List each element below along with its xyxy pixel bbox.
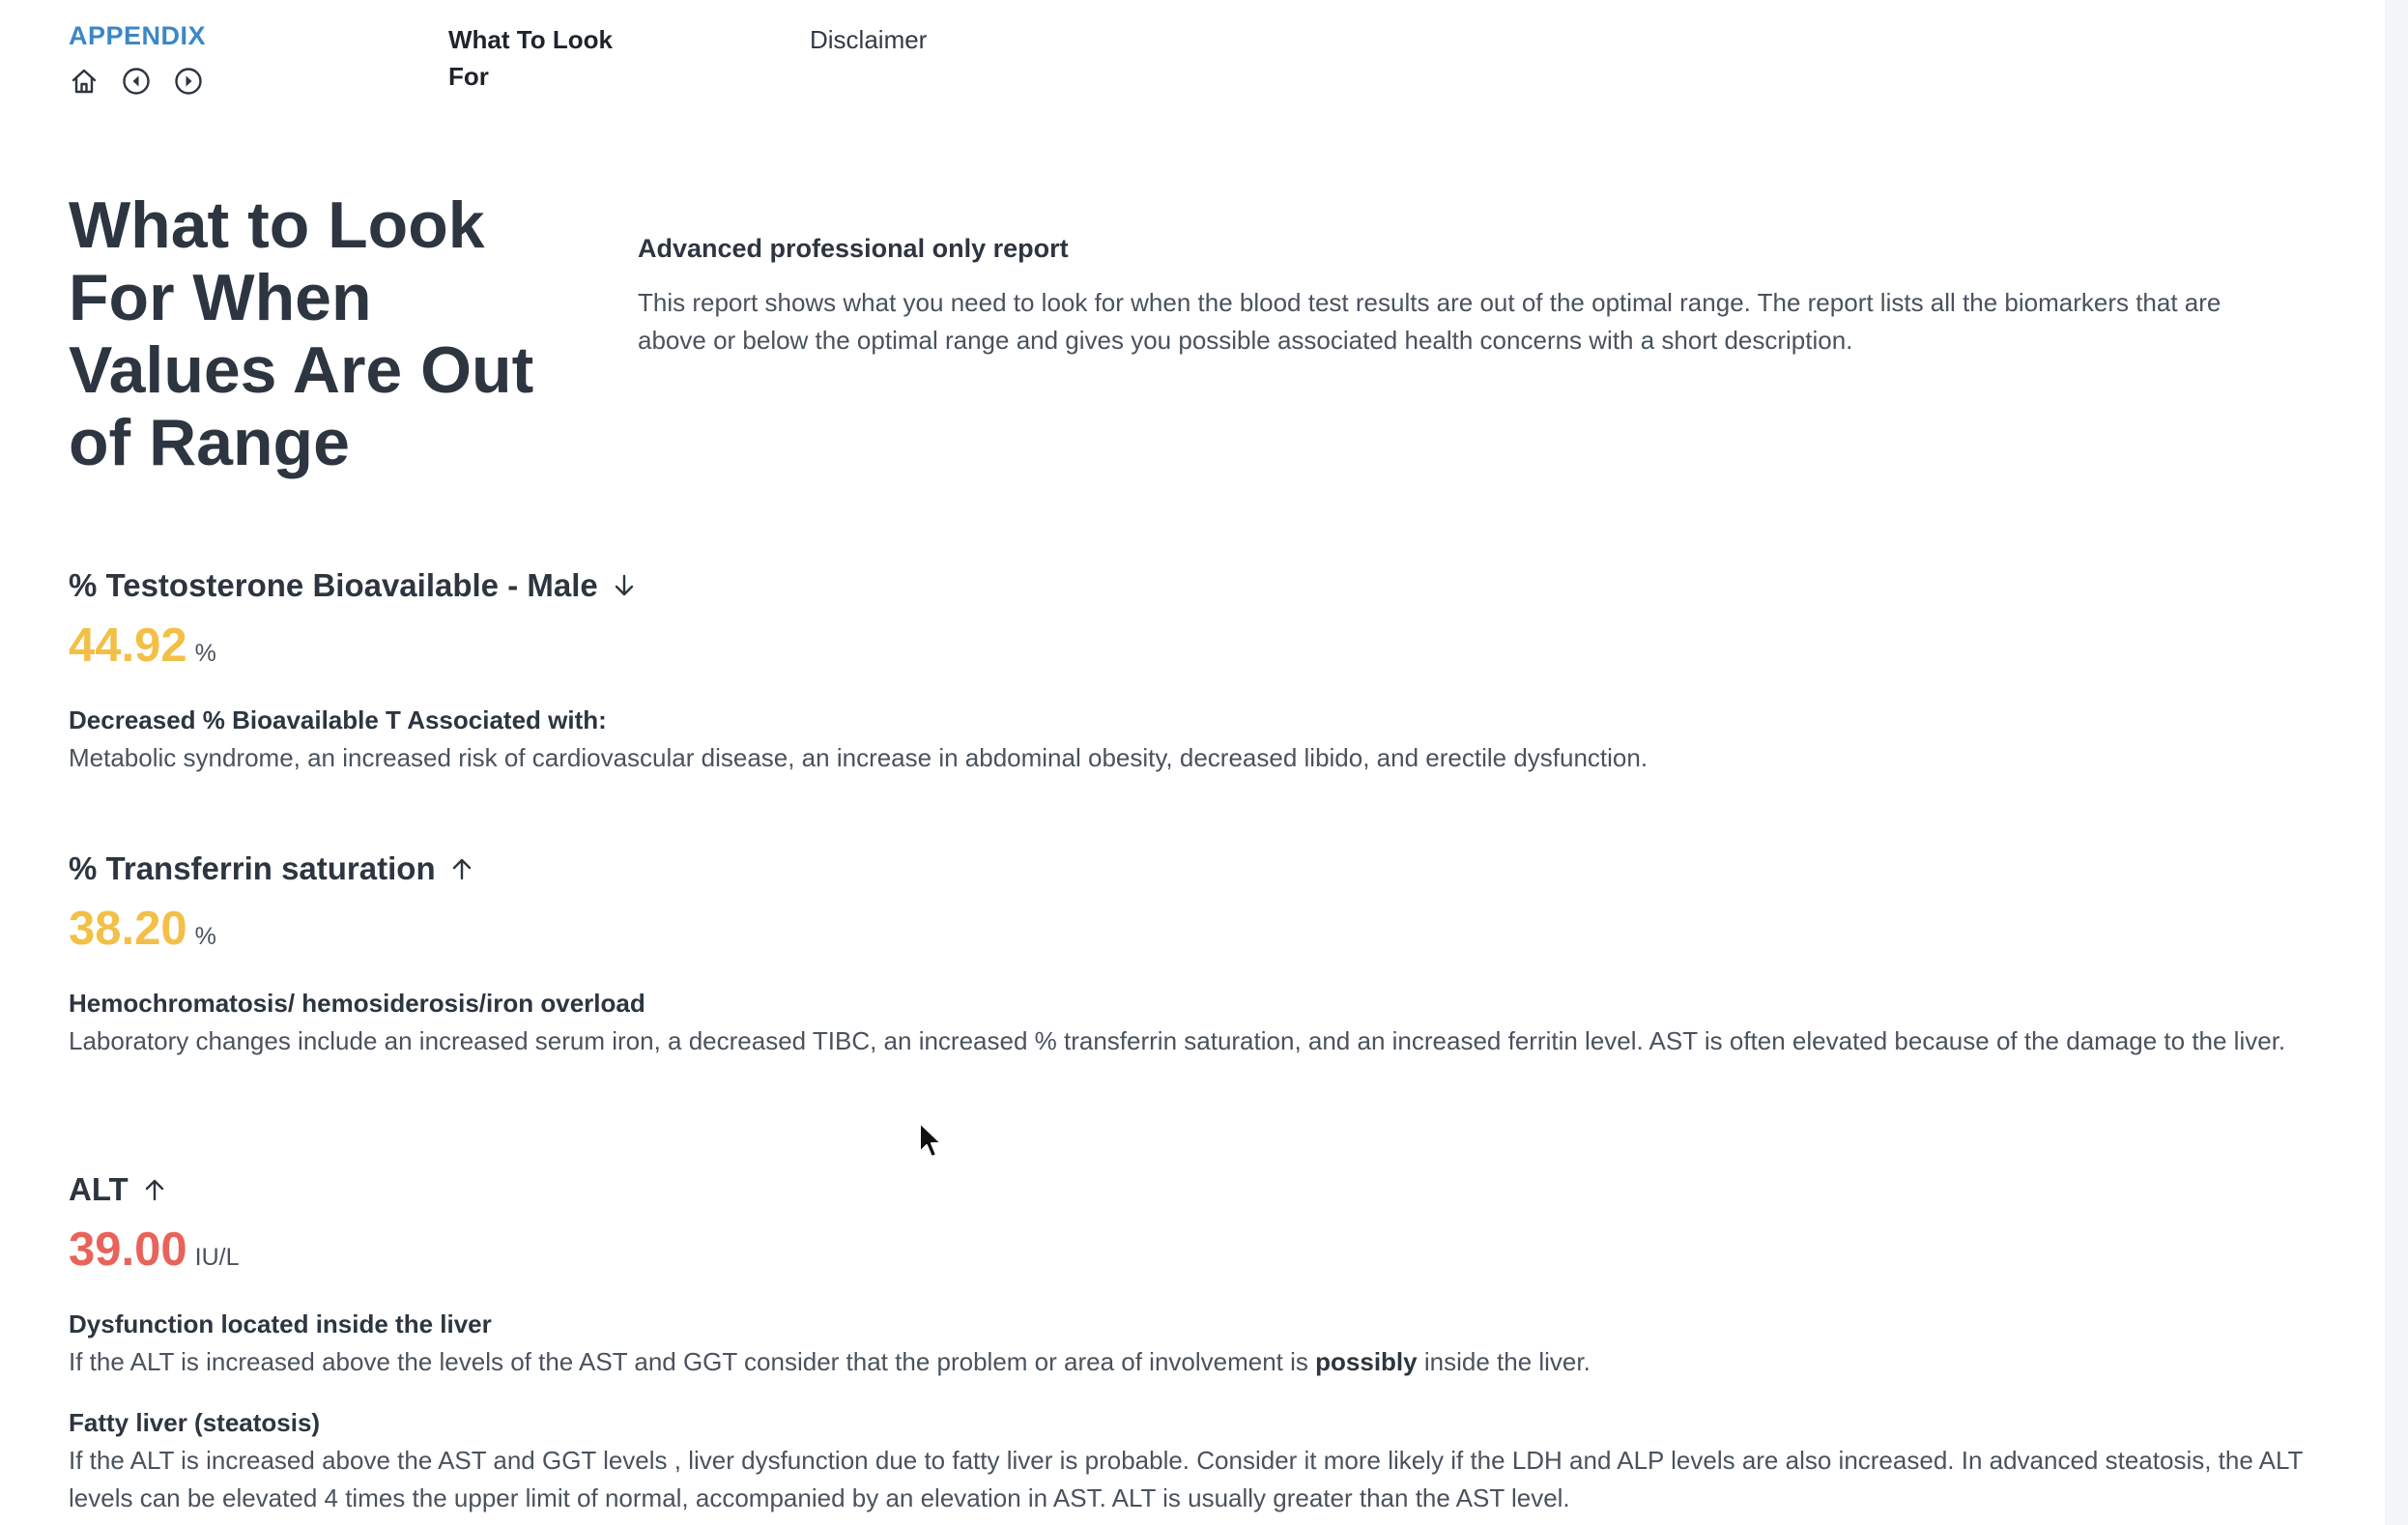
biomarker-unit: % — [194, 923, 216, 950]
biomarker-value: 38.20 — [69, 903, 187, 955]
arrow-up-icon — [142, 1177, 167, 1202]
concern-emphasis: possibly — [1315, 1347, 1418, 1376]
biomarker-title-row — [69, 849, 2330, 888]
biomarker-name: % Transferrin saturation — [69, 850, 436, 886]
concern-title: Hemochromatosis/ hemosiderosis/iron overload — [69, 989, 645, 1018]
intro-heading: Advanced professional only report — [638, 234, 1069, 263]
nav-section-label: APPENDIX — [69, 21, 207, 50]
biomarker-name: % Testosterone Bioavailable - Male — [69, 567, 598, 603]
scrollbar-track[interactable] — [2385, 0, 2408, 1525]
biomarker-value-row — [69, 619, 2330, 673]
concern-description: If the ALT is increased above the AST and GGT levels , liver dysfunction due to fatty liver is probable. Consider it more likely if the LDH and ALP levels are also increased. In advanced steatosis, the ALT levels can be elevated 4 times the upper limit of normal, accompanied by an elevation in AST. ALT is usually greater than the AST level. — [69, 1446, 2303, 1512]
biomarker-unit: % — [194, 640, 216, 667]
nav-item-what-to-look-for[interactable]: What To Look For — [448, 25, 613, 91]
biomarker-value: 44.92 — [69, 619, 187, 672]
concern-description — [69, 1343, 2330, 1381]
concern-item — [69, 1306, 2330, 1381]
biomarker-value: 39.00 — [69, 1223, 187, 1276]
intro-text: This report shows what you need to look for when the blood test results are out of the optimal range. The report lists all the biomarkers that are above or below the optimal range and gives you possible associated health concerns with a short description. — [638, 288, 2222, 355]
concern-title: Dysfunction located inside the liver — [69, 1309, 492, 1338]
concern-text-part: inside the liver. — [1423, 1347, 1591, 1376]
nav-icon-group — [69, 66, 204, 97]
concern-description: Laboratory changes include an increased serum iron, a decreased TIBC, an increased % transferrin saturation, and an increased ferritin level. AST is often elevated because of the damage to the liver. — [69, 1026, 2286, 1055]
next-icon[interactable] — [173, 66, 204, 97]
biomarker-transferrin-saturation — [69, 849, 2330, 1060]
concern-item — [69, 702, 2330, 777]
concern-item — [69, 1404, 2330, 1517]
concern-title: Decreased % Bioavailable T Associated with: — [69, 705, 607, 734]
previous-icon[interactable] — [121, 66, 152, 97]
arrow-up-icon — [449, 856, 474, 881]
biomarker-name: ALT — [69, 1171, 129, 1207]
page-title: What to Look For When Values Are Out of Range — [69, 188, 534, 479]
biomarker-value-row — [69, 1223, 2330, 1277]
biomarker-alt — [69, 1170, 2330, 1517]
mouse-pointer-icon — [918, 1121, 945, 1162]
concern-description: Metabolic syndrome, an increased risk of cardiovascular disease, an increase in abdominal obesity, decreased libido, and erectile dysfunction. — [69, 743, 1648, 772]
concern-text-part: If the ALT is increased above the levels of the AST and GGT consider that the problem or area of involvement is — [69, 1347, 1308, 1376]
arrow-down-icon — [612, 573, 637, 598]
biomarker-title-row — [69, 1170, 2330, 1209]
biomarker-value-row — [69, 902, 2330, 956]
concern-title: Fatty liver (steatosis) — [69, 1408, 321, 1437]
nav-item-disclaimer[interactable]: Disclaimer — [810, 25, 928, 54]
biomarker-unit: IU/L — [194, 1244, 240, 1271]
biomarker-title-row — [69, 566, 2330, 605]
home-icon[interactable] — [69, 66, 100, 97]
concern-item — [69, 985, 2330, 1060]
biomarker-testosterone-bioavailable — [69, 566, 2330, 777]
